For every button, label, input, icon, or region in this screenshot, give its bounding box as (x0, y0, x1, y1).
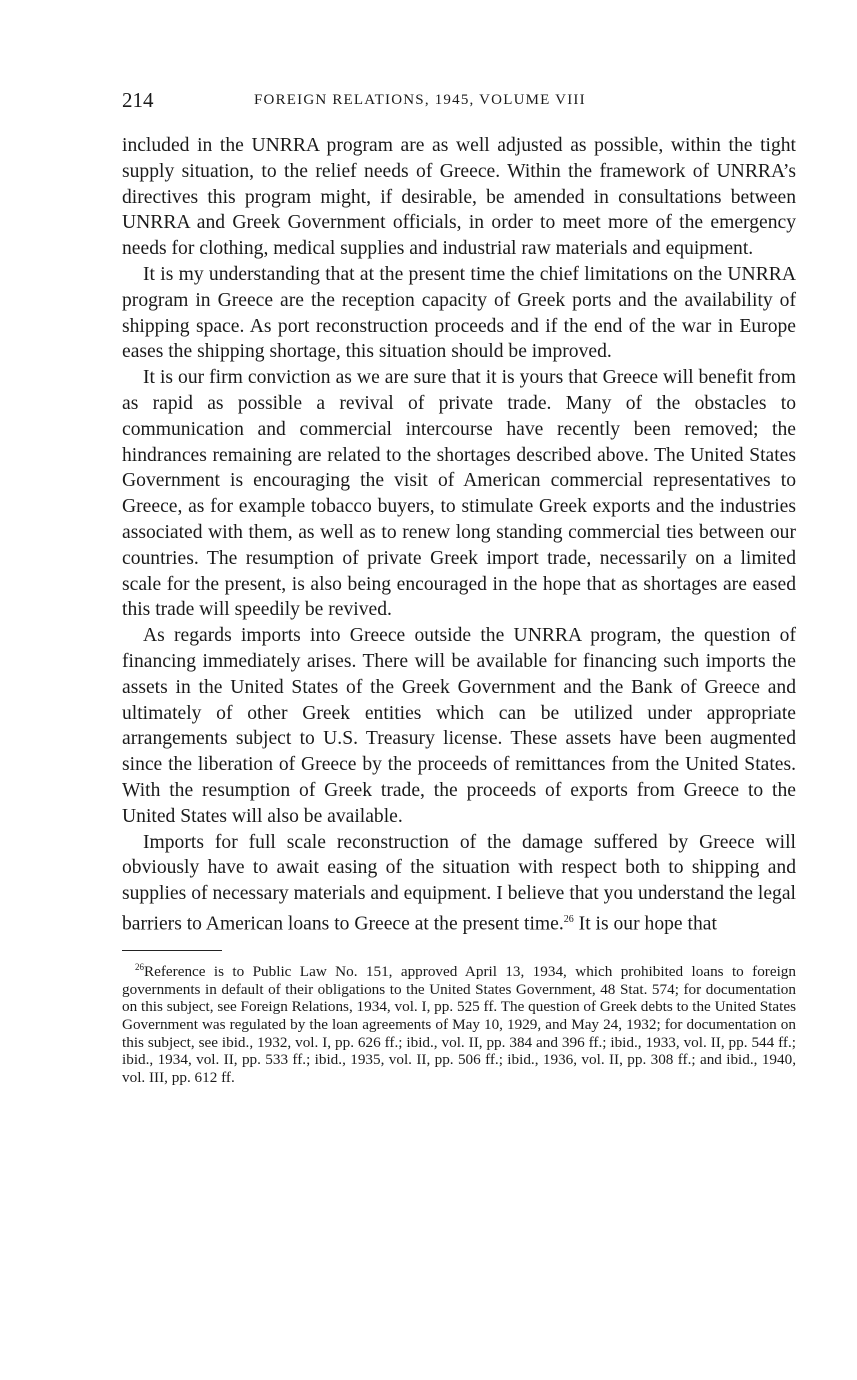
footnote-reference: 26 (563, 913, 574, 925)
page-number: 214 (122, 88, 154, 112)
running-title: FOREIGN RELATIONS, 1945, VOLUME VIII (254, 92, 586, 108)
body-text (122, 133, 796, 937)
paragraph-5-tail: It is our hope that (573, 913, 717, 935)
paragraph-3: It is our firm conviction as we are sure that it is yours that Greece will benefit from as rapid as possible a revival of private trade. Many of the obstacles to communication and commercial intercourse have recently been removed; the hindrances remaining are related to the shortages described above. The United States Government is encouraging the visit of American commercial representatives to Greece, as for example tobacco buyers, to stimulate Greek exports and the industries associated with them, as well as to renew long standing commercial ties between our countries. The resumption of private Greek import trade, necessarily on a limited scale for the present, is also being encouraged in the hope that as shortages are eased this trade will speedily be revived. (122, 367, 796, 621)
page-header (122, 88, 796, 118)
footnote-divider (122, 950, 222, 951)
paragraph-2: It is my understanding that at the present time the chief limitations on the UNRRA program in Greece are the reception capacity of Greek ports and the availability of shipping space. As port reconstruction proceeds and if the end of the war in Europe eases the shipping shortage, this situation should be improved. (122, 263, 796, 363)
footnote (122, 959, 796, 1086)
document-page (122, 88, 796, 1086)
paragraph-4: As regards imports into Greece outside the UNRRA program, the question of financing immediately arises. There will be available for financing such imports the assets in the United States of the Greek Government and the Bank of Greece and ultimately of other Greek entities which can be utilized under appropriate arrangements subject to U.S. Treasury license. These assets have been augmented since the liberation of Greece by the proceeds of remittances from the United States. With the resumption of Greek trade, the proceeds of exports from Greece to the United States will also be available. (122, 625, 796, 827)
paragraph-1: included in the UNRRA program are as well adjusted as possible, within the tight supply situation, to the relief needs of Greece. Within the framework of UNRRA’s directives this program might, if desirable, be amended in consultations between UNRRA and Greek Government officials, in order to meet more of the emergency needs for clothing, medical supplies and industrial raw materials and equipment. (122, 135, 796, 260)
footnote-mark: 26 (135, 962, 144, 973)
paragraph-5-text: Imports for full scale reconstruction of the damage suffered by Greece will obviously have to await easing of the situation with respect both to shipping and supplies of necessary materials and equipment. I believe that you understand the legal barriers to American loans to Greece at the present time. (122, 831, 796, 935)
paragraph-5 (122, 830, 796, 938)
footnote-text: Reference is to Public Law No. 151, approved April 13, 1934, which prohibited loans to foreign governments in default of their obligations to the United States Government, 48 Stat. 574; for documentation on this subject, see Foreign Relations, 1934, vol. I, pp. 525 ff. The question of Greek debts to the United States Government was regulated by the loan agreements of May 10, 1929, and May 24, 1932; for documentation on this subject, see ibid., 1932, vol. I, pp. 626 ff.; ibid., vol. II, pp. 384 and 396 ff.; ibid., 1933, vol. II, pp. 544 ff.; ibid., 1934, vol. II, pp. 533 ff.; ibid., 1935, vol. II, pp. 506 ff.; ibid., 1936, vol. II, pp. 308 ff.; and ibid., 1940, vol. III, pp. 612 ff. (122, 963, 796, 1086)
